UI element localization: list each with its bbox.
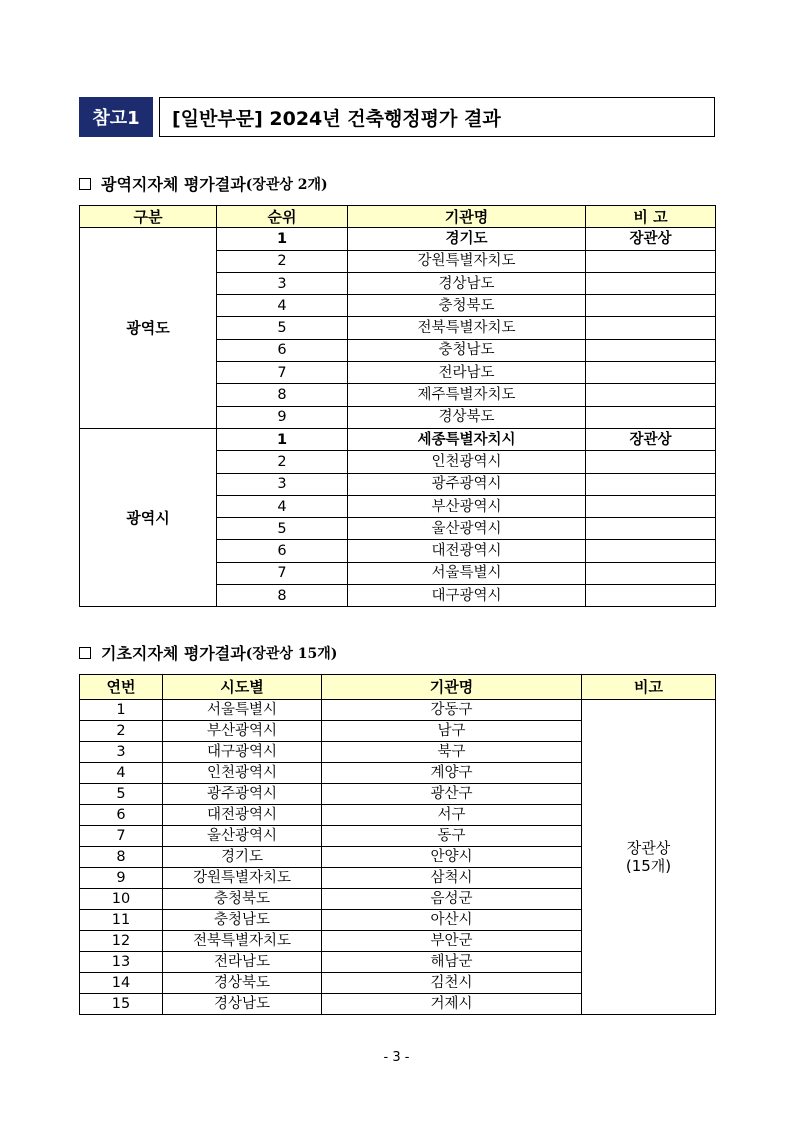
serial-number-cell: 10 [80, 889, 163, 910]
rank-cell: 7 [217, 562, 348, 584]
column-header: 기관명 [348, 206, 586, 228]
agency-name-cell: 안양시 [322, 847, 582, 868]
note-cell [586, 272, 716, 294]
rank-cell: 8 [217, 384, 348, 406]
note-cell [586, 451, 716, 473]
agency-name-cell: 대전광역시 [348, 540, 586, 562]
agency-name-cell: 인천광역시 [348, 451, 586, 473]
serial-number-cell: 13 [80, 952, 163, 973]
region-cell: 인천광역시 [163, 763, 322, 784]
serial-number-cell: 12 [80, 931, 163, 952]
document-title: [일반부문] 2024년 건축행정평가 결과 [159, 97, 715, 137]
note-cell [586, 585, 716, 607]
agency-name-cell: 북구 [322, 742, 582, 763]
region-cell: 광주광역시 [163, 784, 322, 805]
region-cell: 부산광역시 [163, 721, 322, 742]
serial-number-cell: 9 [80, 868, 163, 889]
region-cell: 울산광역시 [163, 826, 322, 847]
agency-name-cell: 강원특별자치도 [348, 250, 586, 272]
note-cell [586, 495, 716, 517]
note-cell [586, 362, 716, 384]
serial-number-cell: 3 [80, 742, 163, 763]
section2-heading-text: 기초지자체 평가결과 [101, 644, 246, 663]
agency-name-cell: 세종특별자치시 [348, 428, 586, 450]
agency-name-cell: 해남군 [322, 952, 582, 973]
local-results-table [79, 674, 716, 1015]
agency-name-cell: 서울특별시 [348, 562, 586, 584]
section1-heading [79, 172, 328, 195]
agency-name-cell: 제주특별자치도 [348, 384, 586, 406]
rank-cell: 2 [217, 451, 348, 473]
rank-cell: 6 [217, 540, 348, 562]
agency-name-cell: 충청북도 [348, 295, 586, 317]
region-cell: 경상북도 [163, 973, 322, 994]
group-label-cell: 광역도 [80, 228, 217, 429]
rank-cell: 1 [217, 228, 348, 250]
agency-name-cell: 충청남도 [348, 339, 586, 361]
serial-number-cell: 11 [80, 910, 163, 931]
agency-name-cell: 계양구 [322, 763, 582, 784]
rank-cell: 5 [217, 317, 348, 339]
agency-name-cell: 서구 [322, 805, 582, 826]
checkbox-icon [79, 178, 91, 190]
rank-cell: 3 [217, 473, 348, 495]
note-cell: 장관상 [586, 228, 716, 250]
rank-cell: 5 [217, 518, 348, 540]
rank-cell: 7 [217, 362, 348, 384]
table-row [80, 428, 716, 450]
column-header: 구분 [80, 206, 217, 228]
rank-cell: 4 [217, 295, 348, 317]
agency-name-cell: 부산광역시 [348, 495, 586, 517]
agency-name-cell: 광주광역시 [348, 473, 586, 495]
rank-cell: 4 [217, 495, 348, 517]
section1-heading-paren: (장관상 2개) [245, 176, 328, 193]
agency-name-cell: 음성군 [322, 889, 582, 910]
serial-number-cell: 15 [80, 994, 163, 1015]
agency-name-cell: 광산구 [322, 784, 582, 805]
checkbox-icon [79, 647, 91, 659]
serial-number-cell: 6 [80, 805, 163, 826]
agency-name-cell: 김천시 [322, 973, 582, 994]
agency-name-cell: 부안군 [322, 931, 582, 952]
rank-cell: 9 [217, 406, 348, 428]
region-cell: 강원특별자치도 [163, 868, 322, 889]
agency-name-cell: 동구 [322, 826, 582, 847]
document-title-block [79, 97, 715, 137]
serial-number-cell: 5 [80, 784, 163, 805]
agency-name-cell: 울산광역시 [348, 518, 586, 540]
metropolitan-results-table [79, 205, 716, 607]
region-cell: 대전광역시 [163, 805, 322, 826]
note-cell: 장관상 [586, 428, 716, 450]
serial-number-cell: 2 [80, 721, 163, 742]
column-header: 비고 [582, 675, 716, 700]
region-cell: 전북특별자치도 [163, 931, 322, 952]
serial-number-cell: 8 [80, 847, 163, 868]
region-cell: 충청북도 [163, 889, 322, 910]
rank-cell: 1 [217, 428, 348, 450]
agency-name-cell: 전북특별자치도 [348, 317, 586, 339]
note-cell [586, 540, 716, 562]
column-header: 시도별 [163, 675, 322, 700]
agency-name-cell: 경상북도 [348, 406, 586, 428]
note-cell [586, 562, 716, 584]
rank-cell: 8 [217, 585, 348, 607]
table-header-row [80, 206, 716, 228]
region-cell: 경기도 [163, 847, 322, 868]
rank-cell: 6 [217, 339, 348, 361]
reference-badge: 참고1 [79, 97, 153, 137]
agency-name-cell: 경상남도 [348, 272, 586, 294]
agency-name-cell: 경기도 [348, 228, 586, 250]
rank-cell: 3 [217, 272, 348, 294]
section2-heading-paren: (장관상 15개) [245, 645, 338, 662]
region-cell: 대구광역시 [163, 742, 322, 763]
note-cell [586, 317, 716, 339]
note-cell [586, 406, 716, 428]
agency-name-cell: 아산시 [322, 910, 582, 931]
agency-name-cell: 남구 [322, 721, 582, 742]
serial-number-cell: 7 [80, 826, 163, 847]
agency-name-cell: 삼척시 [322, 868, 582, 889]
note-cell [586, 518, 716, 540]
serial-number-cell: 1 [80, 700, 163, 721]
note-cell [586, 473, 716, 495]
table-row [80, 228, 716, 250]
column-header: 연번 [80, 675, 163, 700]
column-header: 비 고 [586, 206, 716, 228]
column-header: 순위 [217, 206, 348, 228]
agency-name-cell: 강동구 [322, 700, 582, 721]
agency-name-cell: 거제시 [322, 994, 582, 1015]
note-cell [586, 339, 716, 361]
serial-number-cell: 14 [80, 973, 163, 994]
section1-heading-text: 광역지자체 평가결과 [101, 175, 246, 194]
agency-name-cell: 전라남도 [348, 362, 586, 384]
region-cell: 충청남도 [163, 910, 322, 931]
serial-number-cell: 4 [80, 763, 163, 784]
page-number: - 3 - [383, 1050, 410, 1065]
region-cell: 전라남도 [163, 952, 322, 973]
region-cell: 서울특별시 [163, 700, 322, 721]
table-header-row [80, 675, 716, 700]
note-cell [586, 250, 716, 272]
agency-name-cell: 대구광역시 [348, 585, 586, 607]
table-row [80, 700, 716, 721]
note-cell [586, 295, 716, 317]
group-label-cell: 광역시 [80, 428, 217, 606]
section2-heading [79, 641, 337, 664]
note-cell [586, 384, 716, 406]
rank-cell: 2 [217, 250, 348, 272]
column-header: 기관명 [322, 675, 582, 700]
region-cell: 경상남도 [163, 994, 322, 1015]
award-note-cell: 장관상 (15개) [582, 700, 716, 1015]
